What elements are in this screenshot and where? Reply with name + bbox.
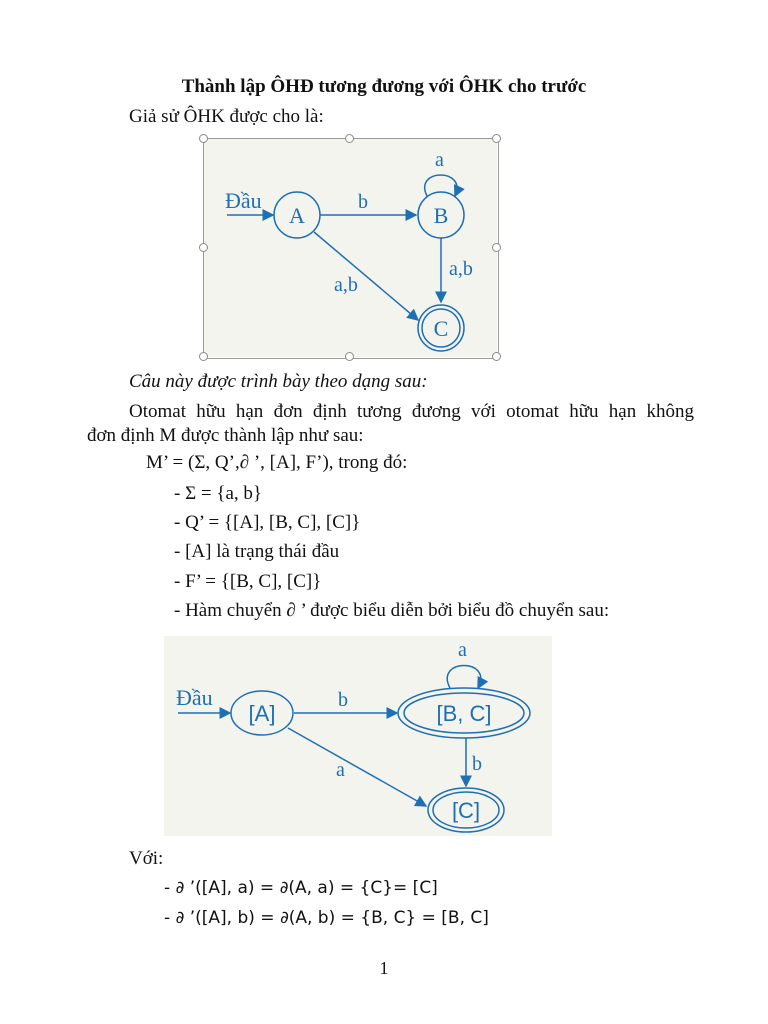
edge-a-c-set-label: a: [336, 759, 345, 781]
dfa-diagram: [164, 636, 552, 836]
paragraph-line-1: Otomat hữu hạn đơn định tương đương với otomat hữu hạn không: [129, 401, 694, 422]
figure-1-background: [204, 139, 497, 357]
resize-handle-sw[interactable]: [199, 352, 208, 361]
resize-handle-se[interactable]: [492, 352, 501, 361]
resize-handle-w[interactable]: [199, 243, 208, 252]
state-a-set-label: [A]: [248, 701, 276, 726]
resize-handle-nw[interactable]: [199, 134, 208, 143]
resize-handle-s[interactable]: [345, 352, 354, 361]
state-c-label: C: [433, 316, 449, 341]
with-label: Với:: [129, 848, 164, 869]
edge-a-bc-label: b: [338, 689, 348, 711]
equation-1: - ∂ ’([A], a) = ∂(A, a) = {C}= [C]: [164, 878, 438, 898]
definition-line: M’ = (Σ, Q’,∂ ’, [A], F’), trong đó:: [146, 452, 408, 473]
page-number: 1: [379, 958, 389, 978]
edge-bc-c-label: b: [472, 753, 482, 775]
page-title: Thành lập ÔHĐ tương đương với ÔHK cho trước: [181, 76, 587, 97]
nfa-diagram: [203, 138, 498, 358]
edge-b-c-label: a,b: [449, 258, 473, 280]
bullet-sigma: - Σ = {a, b}: [174, 483, 263, 504]
edge-b-b-label: a: [435, 149, 444, 171]
paragraph-line-2: đơn định M được thành lập như sau:: [87, 425, 364, 446]
bullet-final-states: - F’ = {[B, C], [C]}: [174, 571, 322, 592]
resize-handle-n[interactable]: [345, 134, 354, 143]
state-b-label: B: [433, 203, 449, 228]
italic-note: Câu này được trình bày theo dạng sau:: [129, 371, 428, 392]
state-c-set-label: [C]: [451, 798, 481, 823]
edge-bc-bc-label: a: [458, 639, 467, 661]
resize-handle-ne[interactable]: [492, 134, 501, 143]
state-bc-label: [B, C]: [436, 701, 492, 726]
edge-a-b-label: b: [358, 191, 368, 213]
bullet-states: - Q’ = {[A], [B, C], [C]}: [174, 512, 361, 533]
bullet-start-state: - [A] là trạng thái đầu: [174, 541, 340, 562]
intro-text: Giả sử ÔHK được cho là:: [129, 106, 324, 127]
start-label: Đầu: [225, 188, 262, 213]
edge-a-c-label: a,b: [334, 274, 358, 296]
state-a-label: A: [289, 203, 305, 228]
bullet-transition: - Hàm chuyển ∂ ’ được biểu diễn bởi biểu đồ chuyển sau:: [174, 600, 610, 621]
equation-2: - ∂ ’([A], b) = ∂(A, b) = {B, C} = [B, C]: [164, 908, 489, 928]
resize-handle-e[interactable]: [492, 243, 501, 252]
start-label-2: Đầu: [176, 685, 213, 710]
